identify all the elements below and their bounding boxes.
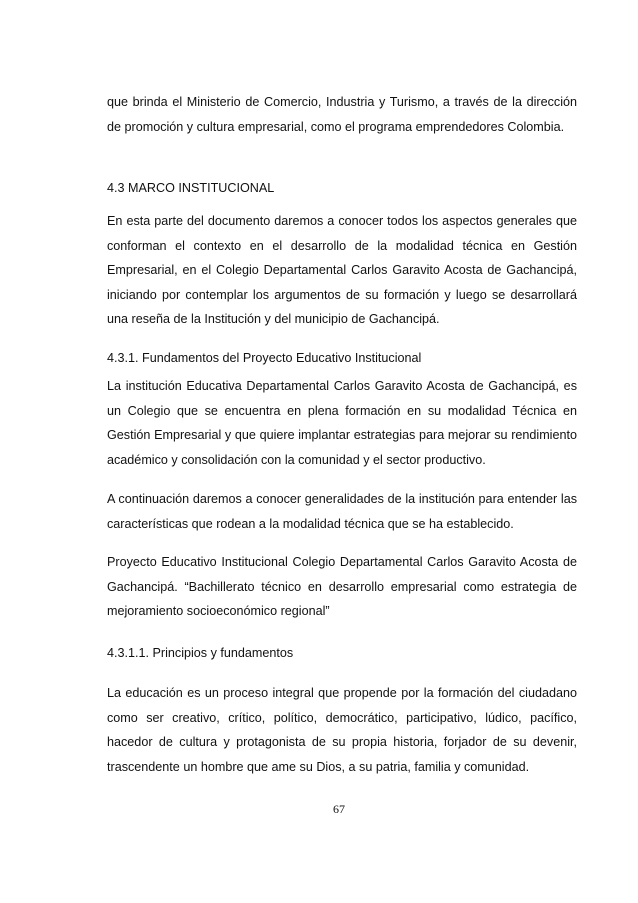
subsubsection-heading: 4.3.1.1. Principios y fundamentos	[107, 646, 294, 660]
project-paragraph: Proyecto Educativo Institucional Colegio Departamental Carlos Garavito Acosta de Gachancipá. “Bachillerato técnico en desarrollo empresarial como estrategia de mejoramiento socioeconómico regional”	[107, 555, 577, 618]
section-heading: 4.3 MARCO INSTITUCIONAL	[107, 181, 275, 195]
subsection-paragraph: La institución Educativa Departamental Carlos Garavito Acosta de Gachancipá, es un Colegio que se encuentra en plena formación en su modalidad Técnica en Gestión Empresarial y que quiere implantar estrategias para mejorar su rendimiento académico y consolidación con la comunidad y el sector productivo.	[107, 379, 577, 467]
generalities-paragraph: A continuación daremos a conocer generalidades de la institución para entender las características que rodean a la modalidad técnica que se ha establecido.	[107, 492, 577, 531]
page-number: 67	[333, 802, 345, 816]
continuation-paragraph: que brinda el Ministerio de Comercio, Industria y Turismo, a través de la dirección de promoción y cultura empresarial, como el programa emprendedores Colombia.	[107, 95, 577, 134]
section-intro-paragraph: En esta parte del documento daremos a conocer todos los aspectos generales que conforman el contexto en el desarrollo de la modalidad técnica en Gestión Empresarial, en el Colegio Departamental Carlos Garavito Acosta de Gachancipá, iniciando por contemplar los argumentos de su formación y luego se desarrollará una reseña de la Institución y del municipio de Gachancipá.	[107, 214, 577, 326]
subsection-heading: 4.3.1. Fundamentos del Proyecto Educativo Institucional	[107, 351, 422, 365]
principles-paragraph: La educación es un proceso integral que propende por la formación del ciudadano como ser creativo, crítico, político, democrático, participativo, lúdico, pacífico, hacedor de cultura y protagonista de su propia historia, forjador de su devenir, trascendente un hombre que ame su Dios, a su patria, familia y comunidad.	[107, 686, 577, 774]
